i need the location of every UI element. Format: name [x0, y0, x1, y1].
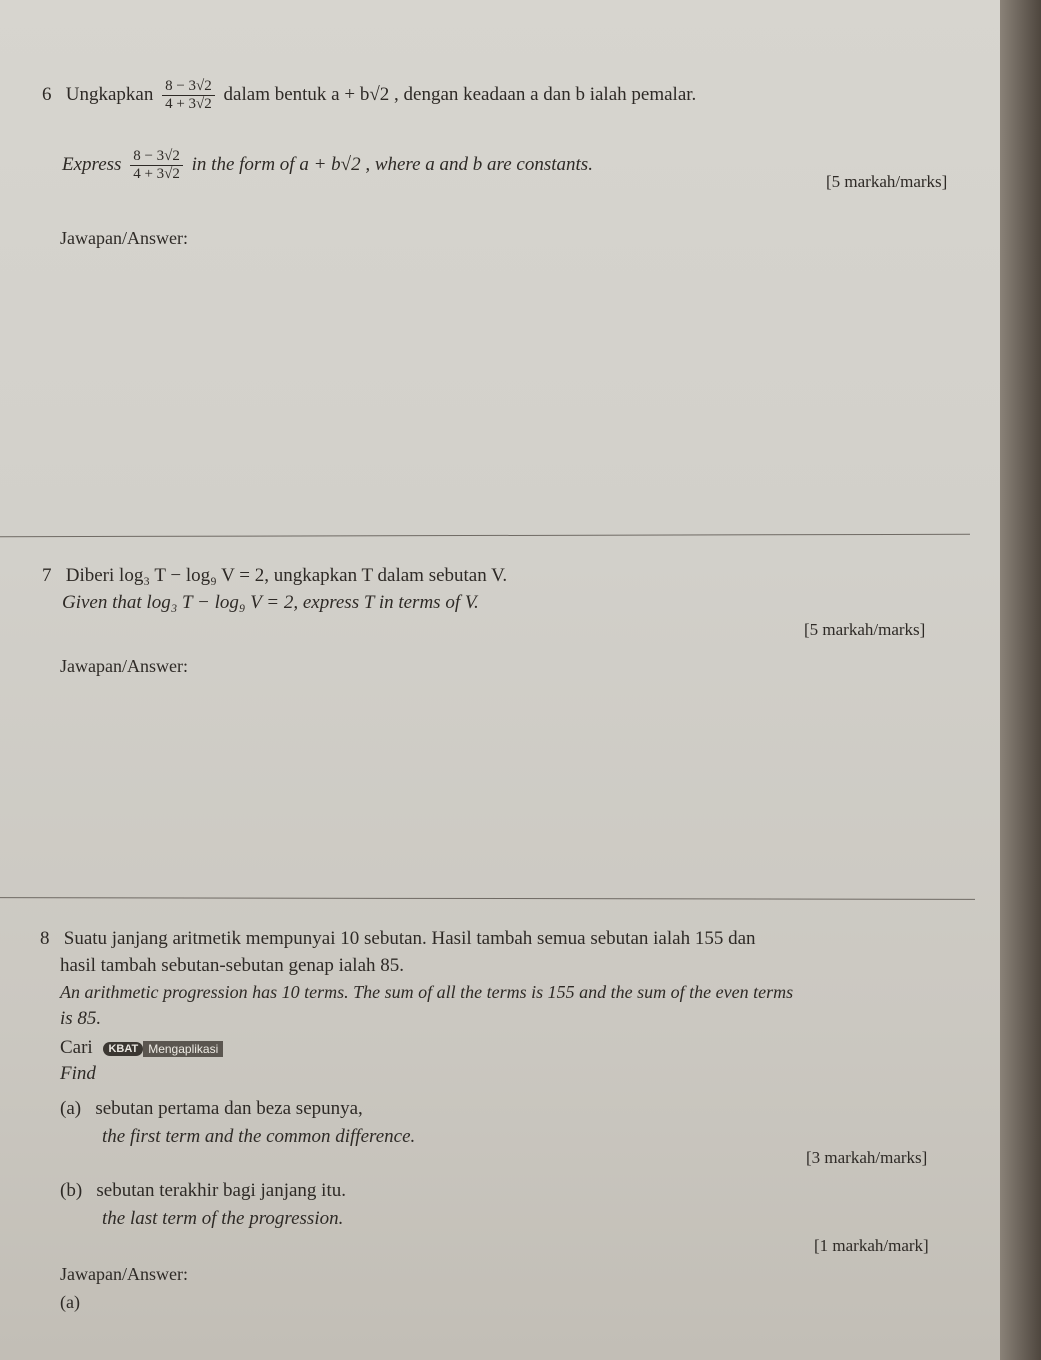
q6-marks: [5 markah/marks]	[826, 172, 948, 191]
q8-answer-part-a: (a)	[60, 1292, 80, 1312]
skill-badge: Mengaplikasi	[143, 1041, 223, 1057]
q6-answer-label: Jawapan/Answer:	[60, 228, 188, 248]
q7-answer-label: Jawapan/Answer:	[60, 656, 188, 676]
q6-fraction-denominator-en: 4 + 3√2	[133, 166, 180, 183]
q8-part-a-marks: [3 markah/marks]	[806, 1148, 928, 1167]
q7-malay: Diberi log₃ T − log₉ V = 2, ungkapkan T dalam sebutan V.	[65, 565, 508, 586]
q8-part-b-malay: sebutan terakhir bagi janjang itu.	[96, 1180, 346, 1201]
q8-english-line1: An arithmetic progression has 10 terms. The sum of all the terms is 155 and the sum of the even terms	[60, 982, 794, 1002]
q8-answer-label: Jawapan/Answer:	[60, 1264, 188, 1284]
q6-malay-line	[42, 78, 696, 114]
q8-part-b-label: (b)	[60, 1180, 83, 1201]
q6-english-line	[62, 148, 593, 184]
q7-number: 7	[42, 565, 52, 586]
q8-part-a-malay: sebutan pertama dan beza sepunya,	[95, 1098, 363, 1119]
q6-malay-prefix: Ungkapkan	[65, 84, 154, 106]
divider-q7-q8	[0, 897, 975, 900]
q8-find-malay: Cari	[60, 1037, 93, 1058]
q8-malay-line2: hasil tambah sebutan-sebutan genap ialah 85.	[60, 955, 405, 976]
q7-english: Given that log₃ T − log₉ V = 2, express T in terms of V.	[62, 592, 479, 613]
q8-part-b-malay-line	[60, 1180, 346, 1202]
page-edge-shadow	[1000, 0, 1041, 1360]
divider-q6-q7	[0, 534, 970, 538]
q8-part-b-english: the last term of the progression.	[102, 1208, 344, 1229]
q6-english-suffix: in the form of a + b√2 , where a and b are constants.	[191, 154, 593, 176]
q6-fraction-denominator: 4 + 3√2	[165, 96, 212, 113]
q8-part-a-english: the first term and the common difference.	[102, 1126, 416, 1147]
q8-malay-text1: Suatu janjang aritmetik mempunyai 10 sebutan. Hasil tambah semua sebutan ialah 155 dan	[63, 928, 756, 949]
q7-marks: [5 markah/marks]	[804, 620, 926, 639]
q8-find-malay-line	[60, 1037, 223, 1059]
q7-malay-line	[42, 565, 507, 587]
kbat-badge: KBAT	[103, 1042, 143, 1056]
q8-malay-line1	[40, 928, 756, 950]
q8-part-a-malay-line	[60, 1098, 363, 1120]
q6-fraction-malay	[162, 78, 215, 114]
q6-fraction-english	[130, 148, 183, 184]
q6-fraction-numerator: 8 − 3√2	[162, 78, 215, 96]
q6-english-prefix: Express	[62, 154, 122, 176]
q6-fraction-numerator-en: 8 − 3√2	[130, 148, 183, 166]
q6-number: 6	[42, 84, 52, 106]
q6-malay-suffix: dalam bentuk a + b√2 , dengan keadaan a dan b ialah pemalar.	[223, 84, 697, 106]
q8-part-a-label: (a)	[60, 1098, 82, 1119]
q8-find-english: Find	[60, 1063, 96, 1084]
q8-number: 8	[40, 928, 50, 949]
q8-english-line2: is 85.	[60, 1008, 102, 1029]
q8-part-b-marks: [1 markah/mark]	[814, 1236, 929, 1255]
